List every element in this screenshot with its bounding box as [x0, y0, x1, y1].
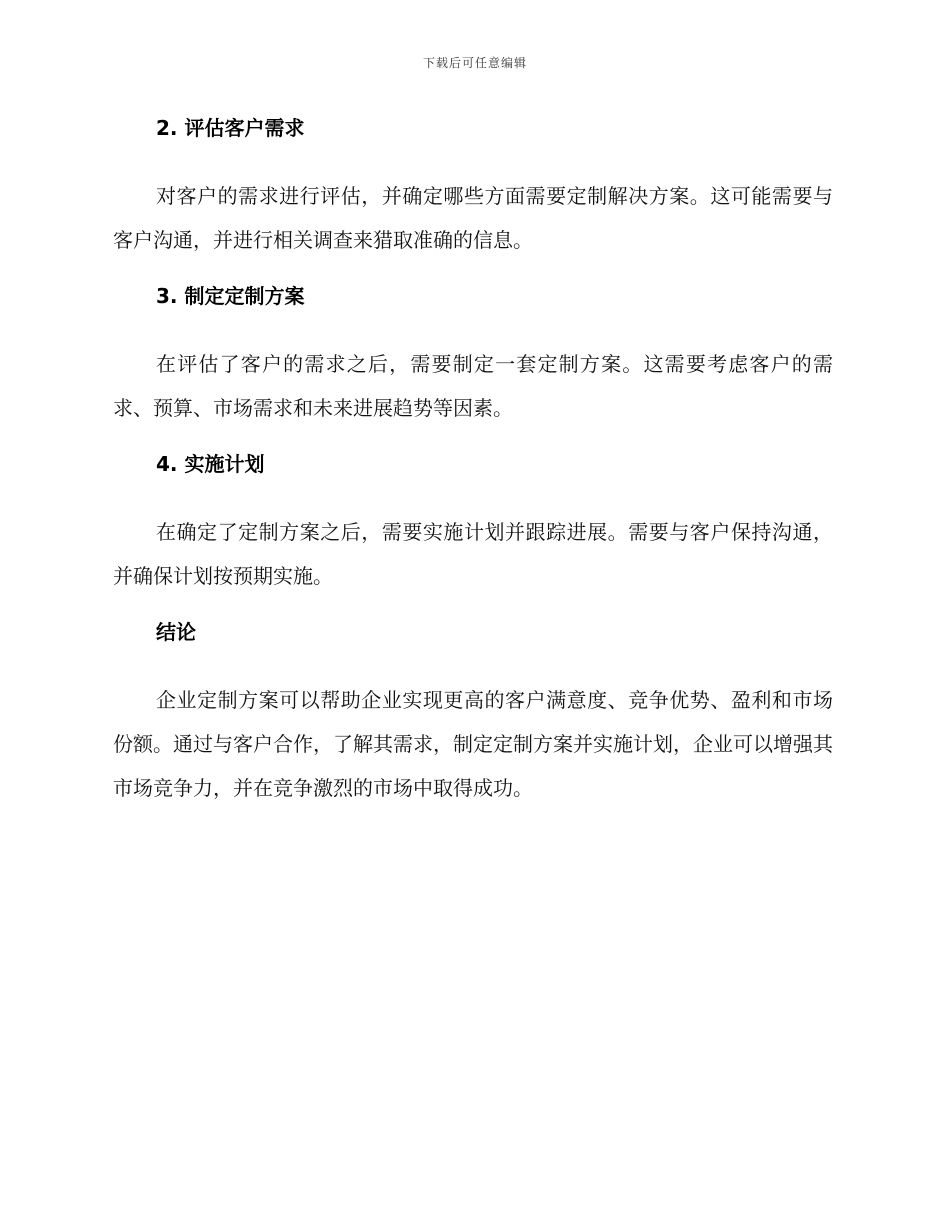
section-heading: 结论 [156, 620, 196, 644]
section-heading: 4. 实施计划 [156, 452, 265, 476]
section-paragraph: 在评估了客户的需求之后，需要制定一套定制方案。这需要考虑客户的需求、预算、市场需求和未来进展趋势等因素。 [113, 352, 833, 420]
section-heading: 2. 评估客户需求 [156, 116, 305, 140]
document-body [113, 112, 833, 828]
section-paragraph: 对客户的需求进行评估，并确定哪些方面需要定制解决方案。这可能需要与客户沟通，并进行相关调查来猎取准确的信息。 [113, 184, 833, 252]
section-heading: 3. 制定定制方案 [156, 284, 305, 308]
section-paragraph: 在确定了定制方案之后，需要实施计划并跟踪进展。需要与客户保持沟通，并确保计划按预期实施。 [113, 520, 833, 588]
section-conclusion [113, 616, 833, 810]
section-custom-plan [113, 280, 833, 430]
section-evaluate-needs [113, 112, 833, 262]
page-header-note: 下载后可任意编辑 [422, 56, 527, 70]
section-implementation [113, 448, 833, 598]
section-paragraph: 企业定制方案可以帮助企业实现更高的客户满意度、竞争优势、盈利和市场份额。通过与客户合作，了解其需求，制定定制方案并实施计划，企业可以增强其市场竞争力，并在竞争激烈的市场中取得成功。 [113, 688, 833, 800]
